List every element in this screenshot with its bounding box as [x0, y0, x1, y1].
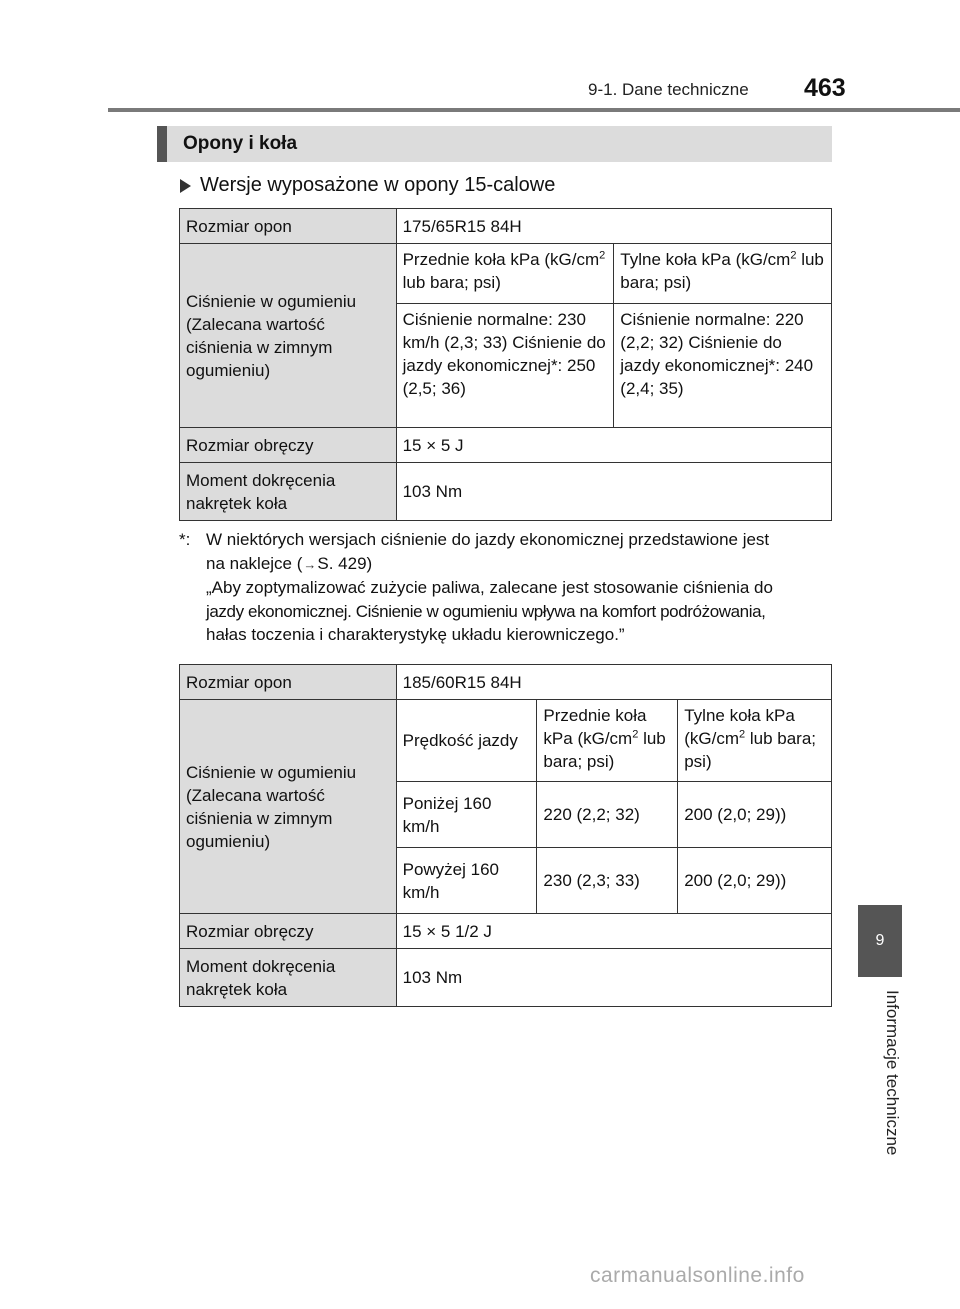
footnote-text: na naklejce (: [206, 553, 303, 573]
table-row: [180, 949, 832, 1007]
table-row: [180, 914, 832, 949]
front-pressure-value: 230 (2,3; 33): [537, 848, 678, 914]
tire-size-label: Rozmiar opon: [180, 665, 397, 700]
footnote: [179, 528, 834, 647]
triangle-bullet-icon: [180, 179, 191, 193]
table-row: [180, 244, 832, 304]
front-pressure-value: Ciśnienie normalne: 230 km/h (2,3; 33) Ciśnienie do jazdy ekonomicznej*: 250 (2,5; 36): [396, 304, 614, 428]
pressure-label: Ciśnienie w ogumieniu (Zalecana wartość ciśnienia w zimnym ogumieniu): [180, 244, 397, 428]
front-header: Przednie koła kPa ($kG/cm^2$ lub bara; psi): [537, 700, 678, 782]
watermark: carmanualsonline.info: [590, 1264, 805, 1287]
torque-value: 103 Nm: [396, 463, 831, 521]
tire-spec-table-1: [179, 208, 832, 521]
tire-size-value: 185/60R15 84H: [396, 665, 831, 700]
rim-size-label: Rozmiar obręczy: [180, 428, 397, 463]
table-row: [180, 209, 832, 244]
footnote-line: jazdy ekonomicznej. Ciśnienie w ogumieniu wpływa na komfort podróżowania,: [206, 601, 766, 621]
rear-header: Tylne koła kPa ($kG/cm^2$ lub bara; psi): [678, 700, 832, 782]
page-number: 463: [804, 74, 846, 102]
pressure-label: Ciśnienie w ogumieniu (Zalecana wartość ciśnienia w zimnym ogumieniu): [180, 700, 397, 914]
footnote-line: hałas toczenia i charakterystykę układu kierowniczego.”: [206, 625, 625, 644]
footnote-line: „Aby zoptymalizować zużycie paliwa, zalecane jest stosowanie ciśnienia do: [206, 578, 773, 597]
speed-value: Powyżej 160 km/h: [396, 848, 537, 914]
rim-size-label: Rozmiar obręczy: [180, 914, 397, 949]
rim-size-value: 15 × 5 1/2 J: [396, 914, 831, 949]
footnote-line: [206, 552, 834, 577]
torque-label: Moment dokręcenia nakrętek koła: [180, 463, 397, 521]
header-rule: [108, 108, 960, 112]
chapter-label: Informacje techniczne: [883, 990, 902, 1156]
table-row: [180, 428, 832, 463]
chapter-number: 9: [875, 932, 885, 949]
footnote-line: W niektórych wersjach ciśnienie do jazdy ekonomicznej przedstawione jest: [206, 530, 770, 549]
rim-size-value: 15 × 5 J: [396, 428, 831, 463]
rear-header: Tylne koła kPa ($kG/cm^2$ lub bara; psi): [614, 244, 832, 304]
tire-size-value: 175/65R15 84H: [396, 209, 831, 244]
tire-size-label: Rozmiar opon: [180, 209, 397, 244]
arrow-right-icon: →: [303, 556, 317, 572]
table-row: [180, 700, 832, 782]
chapter-tab[interactable]: [858, 905, 902, 977]
table-row: [180, 463, 832, 521]
front-pressure-value: 220 (2,2; 32): [537, 782, 678, 848]
header-section-title: 9-1. Dane techniczne: [588, 80, 749, 99]
rear-pressure-value: 200 (2,0; 29)): [678, 848, 832, 914]
page-reference-link[interactable]: S. 429): [317, 553, 373, 573]
tire-spec-table-2: [179, 664, 832, 1007]
torque-label: Moment dokręcenia nakrętek koła: [180, 949, 397, 1007]
speed-header: Prędkość jazdy: [396, 700, 537, 782]
torque-value: 103 Nm: [396, 949, 831, 1007]
rear-pressure-value: 200 (2,0; 29)): [678, 782, 832, 848]
footnote-marker: *:: [179, 530, 191, 549]
bullet-line: [180, 174, 555, 197]
section-title-bar: [157, 126, 832, 162]
speed-value: Poniżej 160 km/h: [396, 782, 537, 848]
bullet-text: Wersje wyposażone w opony 15-calowe: [200, 174, 556, 196]
section-title: Opony i koła: [183, 133, 298, 154]
rear-pressure-value: Ciśnienie normalne: 220 (2,2; 32) Ciśnienie do jazdy ekonomicznej*: 240 (2,4; 35): [614, 304, 832, 428]
table-row: [180, 665, 832, 700]
front-header: Przednie koła kPa ($kG/cm^2$ lub bara; psi): [396, 244, 614, 304]
